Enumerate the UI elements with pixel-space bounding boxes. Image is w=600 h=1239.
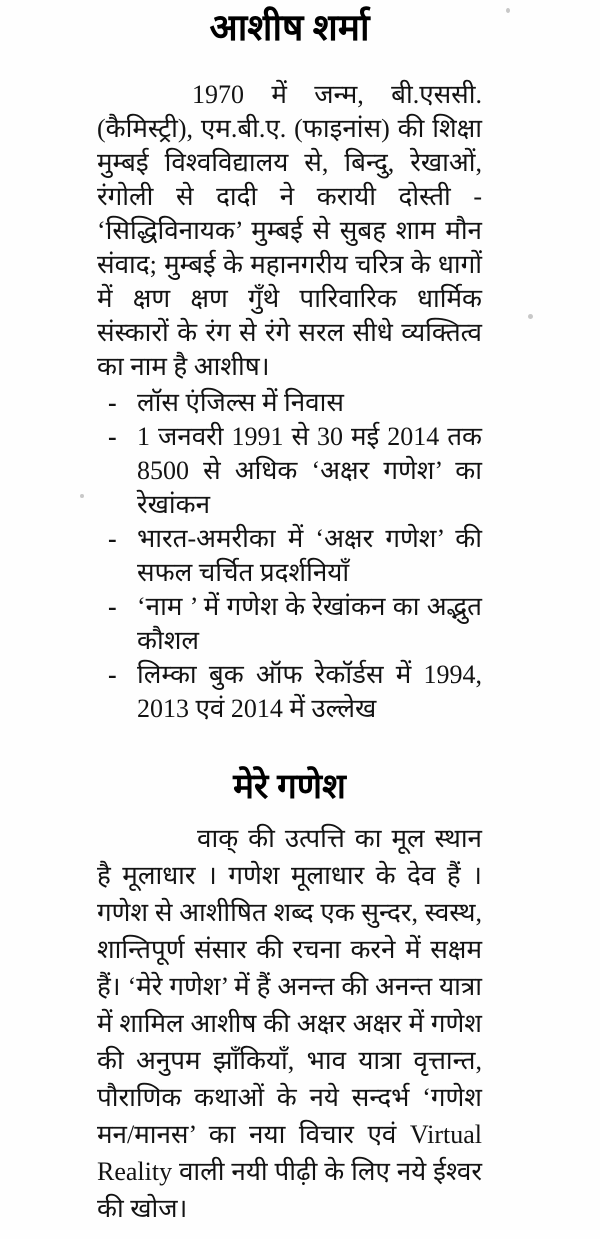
bullet-text-naam-skill: ‘नाम ’ में गणेश के रेखांकन का अद्भुत कौशल <box>137 592 482 656</box>
dash-bullet-icon: - <box>108 592 117 622</box>
list-item <box>97 658 482 726</box>
section-title-mere-ganesh: मेरे गणेश <box>233 767 346 807</box>
dash-bullet-icon: - <box>108 660 117 690</box>
section-mere-ganesh <box>97 766 482 1227</box>
list-item <box>97 386 482 420</box>
author-bio-paragraph: 1970 में जन्म, बी.एससी. (कैमिस्ट्री), एम.बी.ए. (फाइनांस) की शिक्षा मुम्बई विश्वविद्यालय से, बिन्दु, रेखाओं, रंगोली से दादी ने करायी दोस्ती - ‘सिद्धिविनायक’ मुम्बई से सुबह शाम मौन संवाद; मुम्बई के महानगरीय चरित्र के धागों में क्षण क्षण गुँथे पारिवारिक धार्मिक संस्कारों के रंग से रंगे सरल सीधे व्यक्तित्व का नाम है आशीष। <box>97 80 482 382</box>
dash-bullet-icon: - <box>108 388 117 418</box>
list-item <box>97 590 482 658</box>
list-item <box>97 522 482 590</box>
bullet-text-limca-records: लिम्का बुक ऑफ रेकॉर्डस में 1994, 2013 एवं 2014 में उल्लेख <box>137 660 482 724</box>
mere-ganesh-paragraph: वाक् की उत्पत्ति का मूल स्थान है मूलाधार । गणेश मूलाधार के देव हैं । गणेश से आशीषित शब्द एक सुन्दर, स्वस्थ, शान्तिपूर्ण संसार की रचना करने में सक्षम हैं। ‘मेरे गणेश’ में हैं अनन्त की अनन्त यात्रा में शामिल आशीष की अक्षर अक्षर में गणेश की अनुपम झाँकियाँ, भाव यात्रा वृत्तान्त, पौराणिक कथाओं के नये सन्दर्भ ‘गणेश मन/मानस’ का नया विचार एवं Virtual Reality वाली नयी पीढ़ी के लिए नये ईश्वर की खोज। <box>97 824 482 1224</box>
bullet-text-akshar-ganesh-count: 1 जनवरी 1991 से 30 मई 2014 तक 8500 से अधिक ‘अक्षर गणेश’ का रेखांकन <box>137 422 482 520</box>
list-item <box>97 420 482 522</box>
dash-bullet-icon: - <box>108 524 117 554</box>
scan-speck <box>528 314 533 319</box>
bullet-text-residence: लॉस एंजिल्स में निवास <box>137 388 344 418</box>
author-highlights-list <box>97 386 482 726</box>
scan-speck <box>80 494 84 498</box>
page-title-author-name: आशीष शर्मा <box>209 8 370 49</box>
section-author-bio <box>97 6 482 726</box>
bullet-text-exhibitions: भारत-अमरीका में ‘अक्षर गणेश’ की सफल चर्चित प्रदर्शनियाँ <box>137 524 482 588</box>
scan-speck <box>506 8 510 13</box>
dash-bullet-icon: - <box>108 422 117 452</box>
